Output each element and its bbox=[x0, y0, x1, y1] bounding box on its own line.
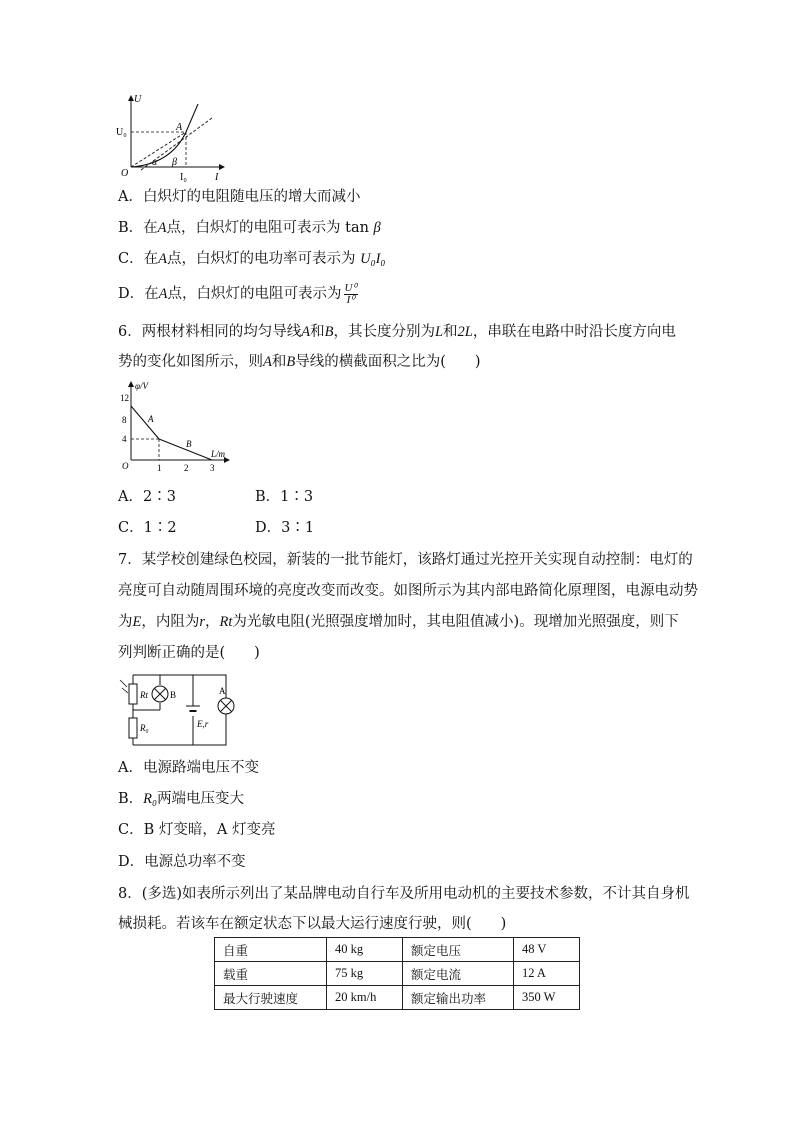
resistor-r0 bbox=[129, 718, 137, 738]
table-cell: 自重 bbox=[215, 938, 327, 962]
q7-option-a: A．电源路端电压不变 bbox=[118, 760, 259, 776]
q5-option-c: C．在A点，白炽灯的电功率可表示为 U₀I₀ bbox=[118, 251, 386, 267]
lamp-a-label: A bbox=[219, 686, 226, 696]
table-cell: 额定电压 bbox=[403, 938, 514, 962]
table-cell: 20 km/h bbox=[327, 986, 403, 1010]
y-tick-8: 8 bbox=[122, 415, 127, 425]
q6-option-b: B．1∶3 bbox=[255, 489, 314, 505]
table-cell: 最大行驶速度 bbox=[215, 986, 327, 1010]
q6-potential-graph bbox=[116, 378, 234, 474]
q8-spec-table bbox=[214, 937, 580, 1010]
segment-a-label: A bbox=[148, 414, 154, 424]
circuit-wires bbox=[133, 675, 226, 745]
table-cell: 额定电流 bbox=[403, 962, 514, 986]
photoresistor-rt bbox=[129, 684, 137, 704]
q7-option-b: B．R₀两端电压变大 bbox=[118, 791, 245, 807]
y-tick-12: 12 bbox=[120, 393, 129, 403]
iv-curve bbox=[131, 104, 198, 167]
x-tick-2: 2 bbox=[184, 463, 189, 473]
q6-option-c: C．1∶2 bbox=[118, 520, 177, 536]
point-a-label: A bbox=[176, 122, 183, 133]
alpha-label: α bbox=[152, 157, 158, 168]
x-tick-3: 3 bbox=[210, 463, 215, 473]
battery-icon bbox=[186, 706, 200, 711]
q8-stem-line-2: 械损耗。若该车在额定状态下以最大运行速度行驶，则( ) bbox=[118, 916, 507, 932]
lamp-a-icon bbox=[218, 698, 234, 714]
q6-stem-line-2: 势的变化如图所示，则A和B导线的横截面积之比为( ) bbox=[118, 354, 481, 370]
q6-stem-line-1: 6．两根材料相同的均匀导线A和B，其长度分别为L和2L，串联在电路中时沿长度方向电 bbox=[118, 324, 676, 340]
q7-stem-line-1: 7．某学校创建绿色校园，新装的一批节能灯，该路灯通过光控开关实现自动控制：电灯的 bbox=[118, 552, 693, 568]
lamp-b-icon bbox=[152, 686, 168, 702]
secant-line bbox=[131, 132, 186, 167]
u0-label: U₀ bbox=[116, 127, 127, 138]
table-cell: 额定输出功率 bbox=[403, 986, 514, 1010]
beta-label: β bbox=[172, 157, 177, 168]
lamp-b-label: B bbox=[170, 690, 177, 700]
i0-label: I₀ bbox=[180, 172, 187, 182]
x-tick-1: 1 bbox=[157, 463, 162, 473]
resistance-fraction: $\frac{\text{U⁰}}{\text{I⁰}}$ bbox=[344, 281, 357, 306]
q7-stem-line-2: 亮度可自动随周围环境的亮度改变而改变。如图所示为其内部电路简化原理图，电源电动势 bbox=[118, 583, 698, 599]
q7-option-c: C．B 灯变暗，A 灯变亮 bbox=[118, 822, 276, 838]
q7-option-d: D．电源总功率不变 bbox=[118, 854, 246, 870]
table-cell: 12 A bbox=[514, 962, 580, 986]
q8-stem-line-1: 8．(多选)如表所示列出了某品牌电动自行车及所用电动机的主要技术参数，不计其自身机 bbox=[118, 886, 690, 902]
q7-circuit-diagram bbox=[118, 670, 240, 750]
table-cell: 40 kg bbox=[327, 938, 403, 962]
r0-label: R₀ bbox=[140, 723, 149, 733]
table-cell: 载重 bbox=[215, 962, 327, 986]
phi-label: φ/V bbox=[135, 381, 148, 391]
origin-label: O bbox=[121, 168, 129, 179]
q5-option-b: B．在A点，白炽灯的电阻可表示为 tan β bbox=[118, 220, 381, 236]
q6-option-a: A．2∶3 bbox=[118, 489, 176, 505]
source-label: E,r bbox=[197, 719, 209, 729]
light-arrows-icon bbox=[120, 680, 128, 693]
q5-option-d: D．在A点，白炽灯的电阻可表示为 $\frac{\text{U⁰}}{\text{I⁰}}$ bbox=[118, 281, 357, 306]
q6-option-d: D．3∶1 bbox=[255, 520, 315, 536]
q7-stem-line-3: 为E，内阻为r，Rt为光敏电阻(光照强度增加时，其电阻值减小)。现增加光照强度，则下 bbox=[118, 614, 679, 630]
q5-option-a: A．白炽灯的电阻随电压的增大而减小 bbox=[118, 189, 361, 205]
i-label: I bbox=[215, 172, 219, 182]
table-cell: 48 V bbox=[514, 938, 580, 962]
table-cell: 75 kg bbox=[327, 962, 403, 986]
q5-ui-graph bbox=[116, 90, 228, 182]
rt-label: Rt bbox=[140, 690, 148, 700]
segment-a bbox=[131, 406, 159, 439]
q7-stem-line-4: 列判断正确的是( ) bbox=[118, 645, 260, 661]
table-cell: 350 W bbox=[514, 986, 580, 1010]
table-row bbox=[215, 962, 580, 986]
l-label: L/m bbox=[211, 449, 226, 459]
y-tick-4: 4 bbox=[122, 434, 127, 444]
segment-b-label: B bbox=[186, 439, 192, 449]
table-row bbox=[215, 986, 580, 1010]
table-row bbox=[215, 938, 580, 962]
origin-label: O bbox=[122, 461, 129, 471]
u-label: U bbox=[134, 94, 142, 105]
